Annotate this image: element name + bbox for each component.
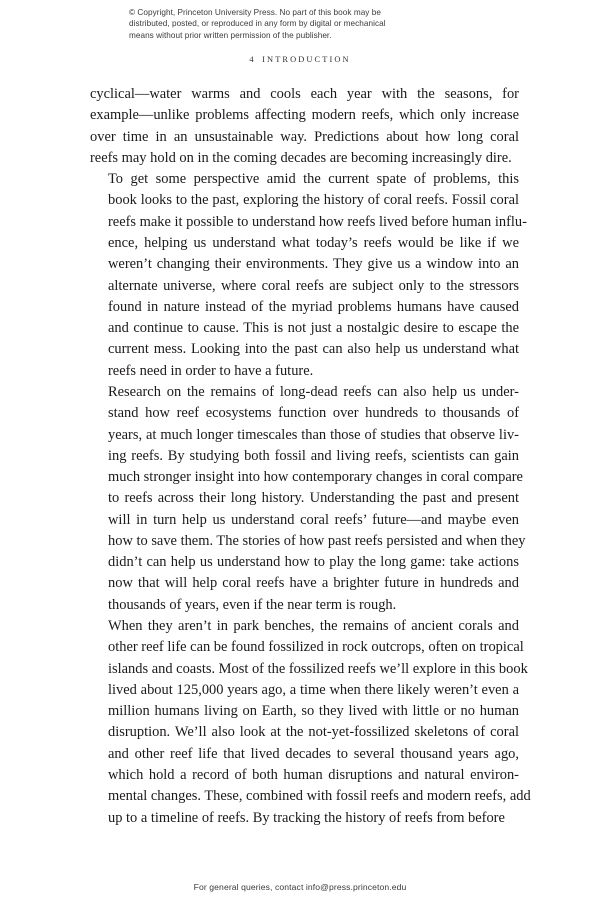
body-line: and continue to cause. This is not just a nostalgic desire to escape the (108, 320, 519, 337)
footer-queries-note: For general queries, contact info@press.princeton.edu (193, 882, 407, 892)
body-paragraph (90, 169, 527, 382)
body-line: When they aren’t in park benches, the remains of ancient corals and (108, 618, 519, 635)
body-line: weren’t changing their environments. They give us a window into an (108, 256, 519, 273)
body-line: mental changes. These, combined with fossil reefs and modern reefs, add (108, 788, 531, 805)
body-text-column (90, 84, 531, 829)
body-line: disruption. We’ll also look at the not-yet-fossilized skeletons of coral (108, 724, 519, 741)
body-line: thousands of years, even if the near term is rough. (108, 596, 397, 613)
body-line: now that will help coral reefs have a brighter future in hundreds and (108, 575, 519, 592)
body-line: reefs may hold on in the coming decades are becoming increasingly dire. (90, 149, 512, 166)
body-line: how to save them. The stories of how past reefs persisted and when they (108, 532, 526, 549)
body-line: much stronger insight into how contemporary changes in coral compare (108, 469, 523, 486)
body-line: years, at much longer timescales than those of studies that observe liv- (108, 426, 519, 443)
copyright-line-1: © Copyright, Princeton University Press. No part of this book may be (129, 8, 381, 17)
body-line: found in nature instead of the myriad problems humans have caused (108, 298, 519, 315)
body-line: stand how reef ecosystems function over hundreds to thousands of (108, 405, 519, 422)
body-line: over time in an unsustainable way. Predictions about how long coral (90, 128, 519, 145)
body-line: didn’t can help us understand how to play the long game: take actions (108, 554, 519, 571)
body-line: current mess. Looking into the past can also help us understand what (108, 341, 519, 358)
body-line: example—unlike problems affecting modern reefs, which only increase (90, 107, 519, 124)
copyright-line-2: distributed, posted, or reproduced in any form by digital or mechanical (129, 19, 386, 29)
body-line: ing reefs. By studying both fossil and living reefs, scientists can gain (108, 447, 519, 464)
body-line: reefs make it possible to understand how reefs lived before human influ- (108, 213, 527, 230)
body-line: Research on the remains of long-dead reefs can also help us under- (108, 383, 519, 400)
body-line: and other reef life that lived decades to several thousand years ago, (108, 745, 519, 762)
body-line: lived about 125,000 years ago, a time when there likely weren’t even a (108, 681, 519, 698)
body-line: which hold a record of both human disruptions and natural environ- (108, 767, 519, 783)
body-line: cyclical—water warms and cools each year with the seasons, for (90, 86, 519, 102)
body-line: alternate universe, where coral reefs are subject only to the stressors (108, 277, 519, 294)
body-paragraph (90, 616, 531, 829)
body-paragraph (90, 84, 519, 169)
copyright-notice (129, 7, 481, 41)
page-number: 4 (249, 55, 255, 64)
body-line: other reef life can be found fossilized in rock outcrops, often on tropical (108, 639, 524, 656)
body-line: to reefs across their long history. Understanding the past and present (108, 490, 519, 507)
body-line: up to a timeline of reefs. By tracking the history of reefs from before (108, 809, 505, 826)
body-line: To get some perspective amid the current spate of problems, this (108, 171, 519, 188)
body-line: islands and coasts. Most of the fossilized reefs we’ll explore in this book (108, 660, 528, 677)
body-line: ence, helping us understand what today’s reefs would be like if we (108, 234, 519, 251)
copyright-line-3: means without prior written permission of the publisher. (129, 30, 332, 40)
body-line: will in turn help us understand coral reefs’ future—and maybe even (108, 511, 519, 528)
body-paragraph (90, 382, 526, 616)
body-line: book looks to the past, exploring the history of coral reefs. Fossil coral (108, 192, 519, 209)
body-line: reefs need in order to have a future. (108, 362, 314, 379)
body-line: million humans living on Earth, so they lived with little or no human (108, 703, 519, 720)
running-head (0, 54, 600, 64)
chapter-title-runninghead: INTRODUCTION (262, 55, 351, 64)
